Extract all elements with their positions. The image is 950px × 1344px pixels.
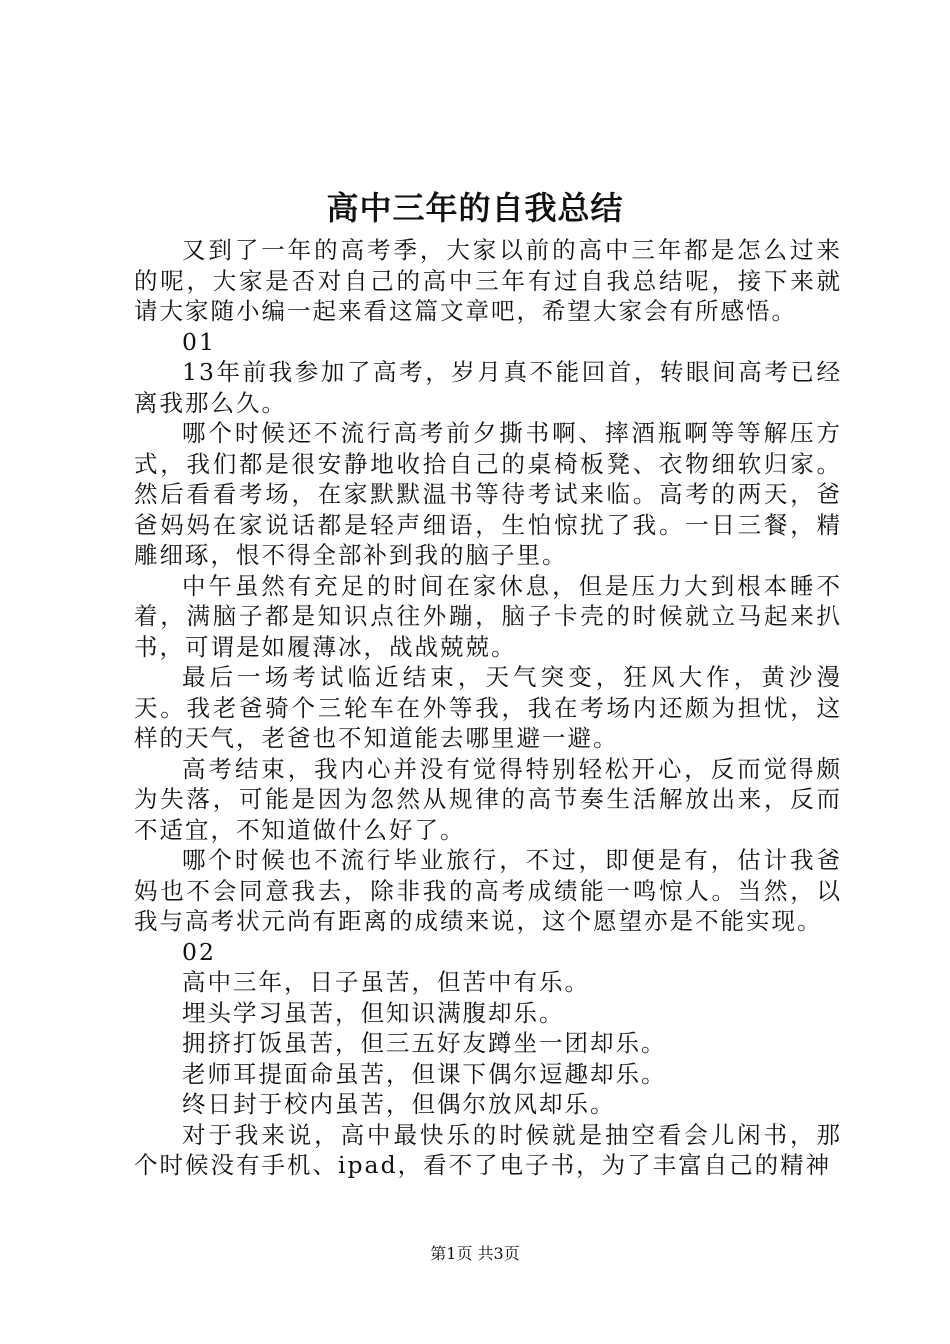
page-footer: 第1页 共3页 [430, 1244, 520, 1263]
paragraph: 高考结束，我内心并没有觉得特别轻松开心，反而觉得颇为失落，可能是因为忽然从规律的高节奏生活解放出来，反而不适宜，不知道做什么好了。 [134, 754, 842, 844]
paragraph: 又到了一年的高考季，大家以前的高中三年都是怎么过来的呢，大家是否对自己的高中三年有过自我总结呢，接下来就请大家随小编一起来看这篇文章吧，希望大家会有所感悟。 [134, 236, 842, 325]
paragraph: 老师耳提面命虽苦，但课下偶尔逗趣却乐。 [182, 1059, 667, 1088]
paragraph: 终日封于校内虽苦，但偶尔放风却乐。 [182, 1090, 616, 1118]
document-title: 高中三年的自我总结 [326, 189, 624, 227]
paragraph: 对于我来说，高中最快乐的时候就是抽空看会儿闲书，那个时候没有手机、ipad，看不了电子书，为了丰富自己的精神 [134, 1120, 842, 1179]
document-body [134, 235, 842, 1181]
paragraph: 哪个时候还不流行高考前夕撕书啊、摔酒瓶啊等等解压方式，我们都是很安静地收拾自己的桌椅板凳、衣物细软归家。然后看看考场，在家默默温书等待考试来临。高考的两天，爸爸妈妈在家说话都是轻声细语，生怕惊扰了我。一日三餐，精雕细琢，恨不得全部补到我的脑子里。 [134, 419, 842, 569]
paragraph: 拥挤打饭虽苦，但三五好友蹲坐一团却乐。 [182, 1029, 667, 1057]
section-number: 01 [182, 327, 216, 356]
paragraph: 哪个时候也不流行毕业旅行，不过，即便是有，估计我爸妈也不会同意我去，除非我的高考成绩能一鸣惊人。当然，以我与高考状元尚有距离的成绩来说，这个愿望亦是不能实现。 [134, 846, 842, 935]
paragraph: 高中三年，日子虽苦，但苦中有乐。 [182, 968, 590, 996]
paragraph: 13年前我参加了高考，岁月真不能回首，转眼间高考已经离我那么久。 [134, 358, 842, 417]
paragraph: 中午虽然有充足的时间在家休息，但是压力大到根本睡不着，满脑子都是知识点往外蹦，脑子卡壳的时候就立马起来扒书，可谓是如履薄冰，战战兢兢。 [134, 571, 842, 661]
paragraph: 埋头学习虽苦，但知识满腹却乐。 [182, 998, 565, 1027]
section-number: 02 [182, 937, 216, 966]
paragraph: 最后一场考试临近结束，天气突变，狂风大作，黄沙漫天。我老爸骑个三轮车在外等我，我在考场内还颇为担忧，这样的天气，老爸也不知道能去哪里避一避。 [134, 663, 842, 752]
